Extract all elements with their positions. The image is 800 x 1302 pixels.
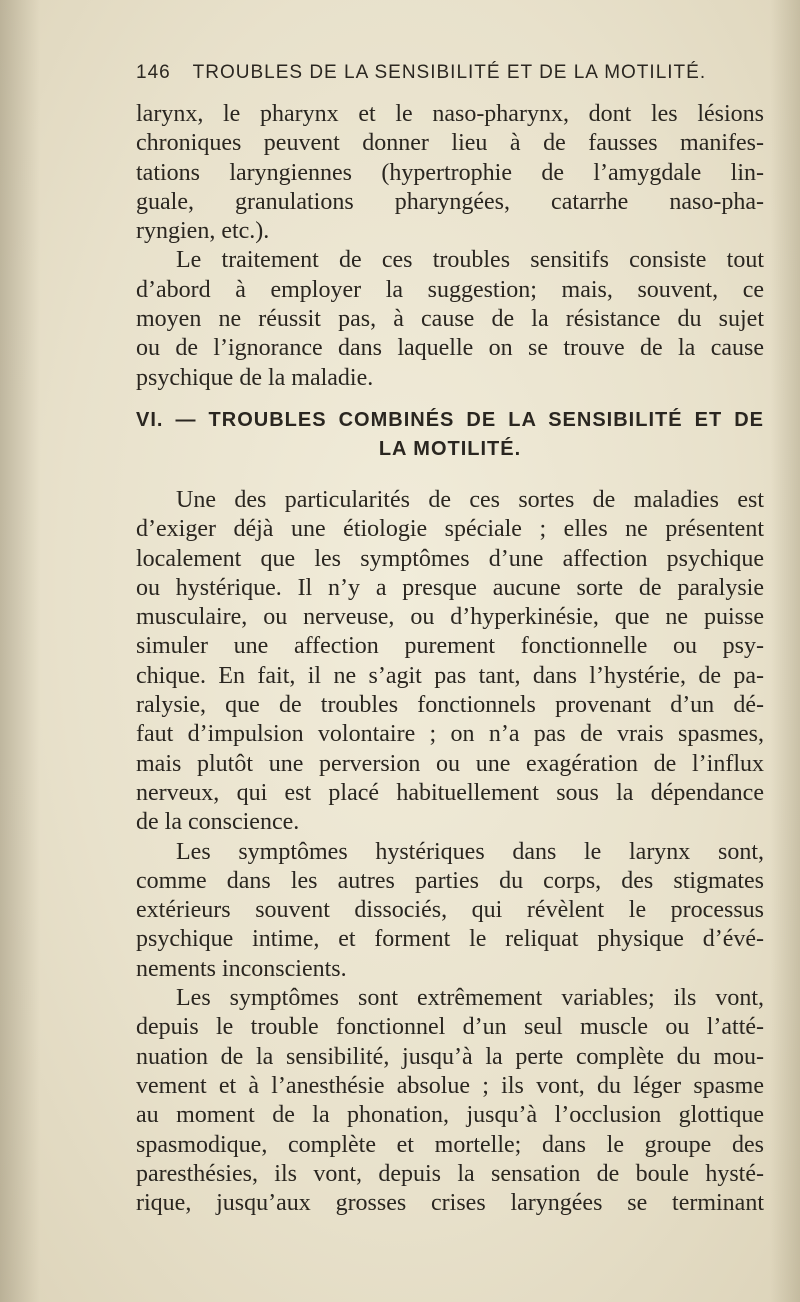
page-number: 146 (136, 62, 171, 83)
text-line: Les symptômes hystériques dans le larynx sont, (176, 838, 764, 865)
text-line: d’exiger déjà une étiologie spéciale ; elles ne présentent (136, 516, 764, 543)
section-heading-line-2: LA MOTILITÉ. (378, 438, 522, 460)
text-line: psychique de la maladie. (136, 364, 374, 391)
text-line: tations laryngiennes (hypertrophie de l’amygdale lin- (136, 159, 764, 186)
text-line: depuis le trouble fonctionnel d’un seul muscle ou l’atté- (136, 1014, 764, 1041)
section-heading-line-1: VI. — TROUBLES COMBINÉS DE LA SENSIBILITÉ ET DE (136, 409, 764, 431)
text-line: paresthésies, ils vont, depuis la sensation de boule hysté- (136, 1160, 764, 1187)
text-line: extérieurs souvent dissociés, qui révèlent le processus (136, 897, 764, 924)
edge-shadow (770, 0, 800, 1302)
text-block-1 (136, 100, 764, 393)
text-line: d’abord à employer la suggestion; mais, souvent, ce (136, 276, 764, 303)
text-line: chique. En fait, il ne s’agit pas tant, dans l’hystérie, de pa- (136, 662, 764, 689)
text-line: de la conscience. (136, 809, 300, 836)
text-line: ou hystérique. Il n’y a presque aucune sorte de paralysie (136, 574, 764, 601)
text-line: ryngien, etc.). (136, 218, 270, 245)
running-title: TROUBLES DE LA SENSIBILITÉ ET DE LA MOTILITÉ. (192, 62, 707, 83)
text-line: nerveux, qui est placé habituellement sous la dépendance (136, 779, 764, 806)
text-line: larynx, le pharynx et le naso-pharynx, dont les lésions (136, 101, 764, 127)
text-line: musculaire, ou nerveuse, ou d’hyperkinésie, que ne puisse (136, 604, 764, 631)
text-line: spasmodique, complète et mortelle; dans le groupe des (136, 1131, 764, 1158)
text-line: ralysie, que de troubles fonctionnels provenant d’un dé- (136, 692, 764, 719)
running-head (136, 62, 766, 84)
text-line: nuation de la sensibilité, jusqu’à la perte complète du mou- (136, 1043, 764, 1070)
text-line: Les symptômes sont extrêmement variables; ils vont, (176, 985, 764, 1012)
text-line: ou de l’ignorance dans laquelle on se trouve de la cause (136, 335, 764, 362)
text-line: simuler une affection purement fonctionnelle ou psy- (136, 633, 764, 660)
text-line: nements inconscients. (136, 955, 347, 982)
text-line: comme dans les autres parties du corps, des stigmates (136, 867, 764, 894)
text-line: psychique intime, et forment le reliquat physique d’évé- (136, 926, 764, 953)
text-line: au moment de la phonation, jusqu’à l’occlusion glottique (136, 1102, 764, 1129)
text-line: faut d’impulsion volontaire ; on n’a pas de vrais spasmes, (136, 721, 764, 748)
section-heading (136, 406, 764, 464)
text-line: rique, jusqu’aux grosses crises laryngées se terminant (136, 1190, 764, 1217)
text-block-2 (136, 486, 764, 1218)
text-line: localement que les symptômes d’une affection psychique (136, 545, 764, 572)
text-line: mais plutôt une perversion ou une exagération de l’influx (136, 750, 764, 777)
text-line: moyen ne réussit pas, à cause de la résistance du sujet (136, 306, 764, 333)
text-line: Le traitement de ces troubles sensitifs consiste tout (176, 247, 764, 274)
text-line: chroniques peuvent donner lieu à de fausses manifes- (136, 130, 764, 157)
text-line: Une des particularités de ces sortes de maladies est (176, 487, 764, 513)
gutter-shadow (0, 0, 40, 1302)
text-line: guale, granulations pharyngées, catarrhe naso-pha- (136, 188, 764, 215)
text-line: vement et à l’anesthésie absolue ; ils vont, du léger spasme (136, 1072, 764, 1099)
